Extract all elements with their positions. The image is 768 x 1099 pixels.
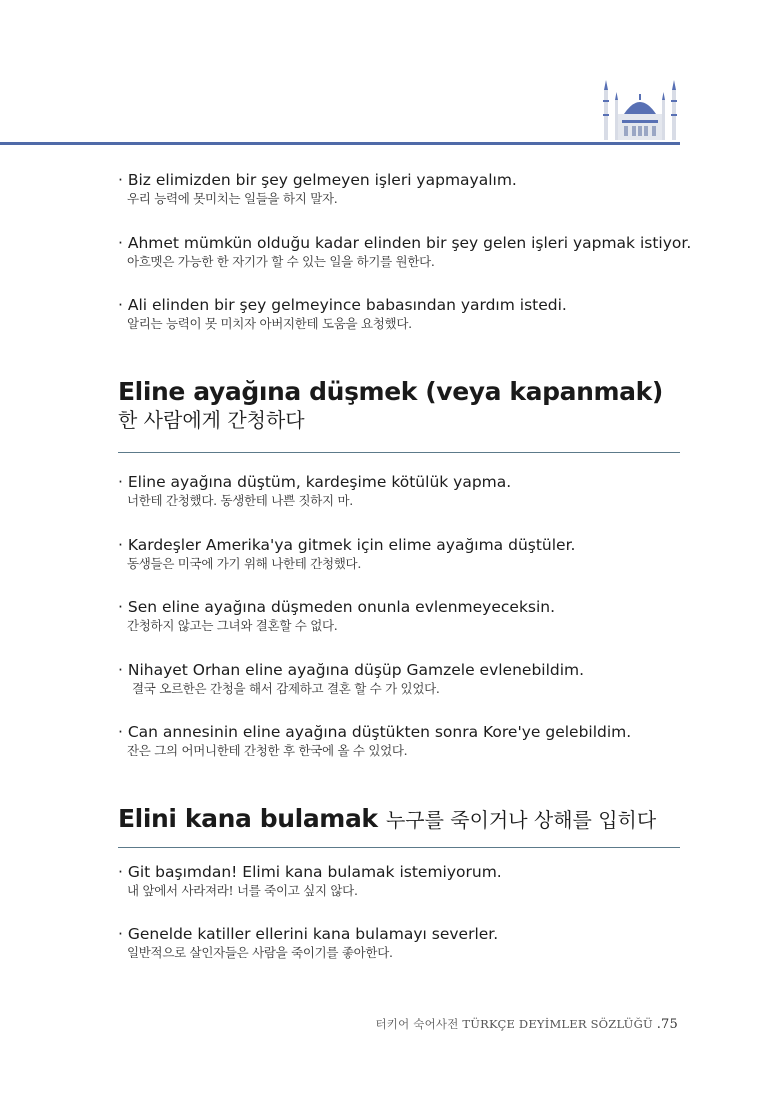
header-rule <box>0 142 680 145</box>
entry-title-turkish: Eline ayağına düşmek (veya kapanmak) <box>118 377 663 406</box>
example-item <box>118 233 692 271</box>
example-korean: 동생들은 미국에 가기 위해 나한테 간청했다. <box>127 556 361 571</box>
entry-title-korean: 한 사람에게 간청하다 <box>118 408 305 432</box>
example-item <box>118 295 688 333</box>
example-korean: 우리 능력에 못미치는 일들을 하지 말자. <box>127 191 338 206</box>
example-item <box>118 862 688 900</box>
example-turkish: · Kardeşler Amerika'ya gitmek için elime ayağıma düştüler. <box>118 536 576 554</box>
entry-title-korean: 누구를 죽이거나 상해를 입히다 <box>385 808 657 832</box>
example-korean: 간청하지 않고는 그녀와 결혼할 수 없다. <box>127 618 338 633</box>
example-item <box>118 660 688 698</box>
entry-divider <box>118 847 680 848</box>
example-item <box>118 722 688 760</box>
entry-heading <box>118 804 680 835</box>
page-number: .75 <box>656 1017 678 1032</box>
example-turkish: · Genelde katiller ellerini kana bulamayı severler. <box>118 925 499 943</box>
example-item <box>118 170 688 208</box>
example-turkish: · Can annesinin eline ayağına düştükten sonra Kore'ye gelebildim. <box>118 723 632 741</box>
page-footer <box>375 1016 678 1032</box>
mosque-icon <box>598 78 682 142</box>
example-turkish: · Biz elimizden bir şey gelmeyen işleri yapmayalım. <box>118 171 517 189</box>
example-turkish: · Eline ayağına düştüm, kardeşime kötülük yapma. <box>118 473 512 491</box>
example-korean: 알리는 능력이 못 미치자 아버지한테 도움을 요청했다. <box>127 316 412 331</box>
example-korean: 내 앞에서 사라져라! 너를 죽이고 싶지 않다. <box>127 883 358 898</box>
entry-divider <box>118 452 680 453</box>
example-turkish: · Git başımdan! Elimi kana bulamak istemiyorum. <box>118 863 502 881</box>
entry-heading <box>118 377 680 433</box>
example-korean: 잔은 그의 어머니한테 간청한 후 한국에 올 수 있었다. <box>127 743 408 758</box>
example-item <box>118 924 688 962</box>
example-korean: 일반적으로 살인자들은 사람을 죽이기를 좋아한다. <box>127 945 393 960</box>
example-turkish: · Ahmet mümkün olduğu kadar elinden bir şey gelen işleri yapmak istiyor. <box>118 234 692 252</box>
entry-title-line <box>118 804 680 835</box>
example-korean: 결국 오르한은 간청을 해서 감제하고 결혼 할 수 가 있었다. <box>132 681 440 696</box>
example-turkish: · Sen eline ayağına düşmeden onunla evlenmeyeceksin. <box>118 598 556 616</box>
footer-book-title: 터키어 숙어사전 TÜRKÇE DEYİMLER SÖZLÜĞÜ <box>375 1017 653 1031</box>
example-korean: 너한테 간청했다. 동생한테 나쁜 짓하지 마. <box>127 493 353 508</box>
example-turkish: · Ali elinden bir şey gelmeyince babasından yardım istedi. <box>118 296 567 314</box>
example-item <box>118 472 688 510</box>
example-item <box>118 597 688 635</box>
entry-title-turkish: Elini kana bulamak <box>118 804 378 833</box>
example-korean: 아흐멧은 가능한 한 자기가 할 수 있는 일을 하기를 원한다. <box>127 254 435 269</box>
example-item <box>118 535 688 573</box>
example-turkish: · Nihayet Orhan eline ayağına düşüp Gamzele evlenebildim. <box>118 661 585 679</box>
